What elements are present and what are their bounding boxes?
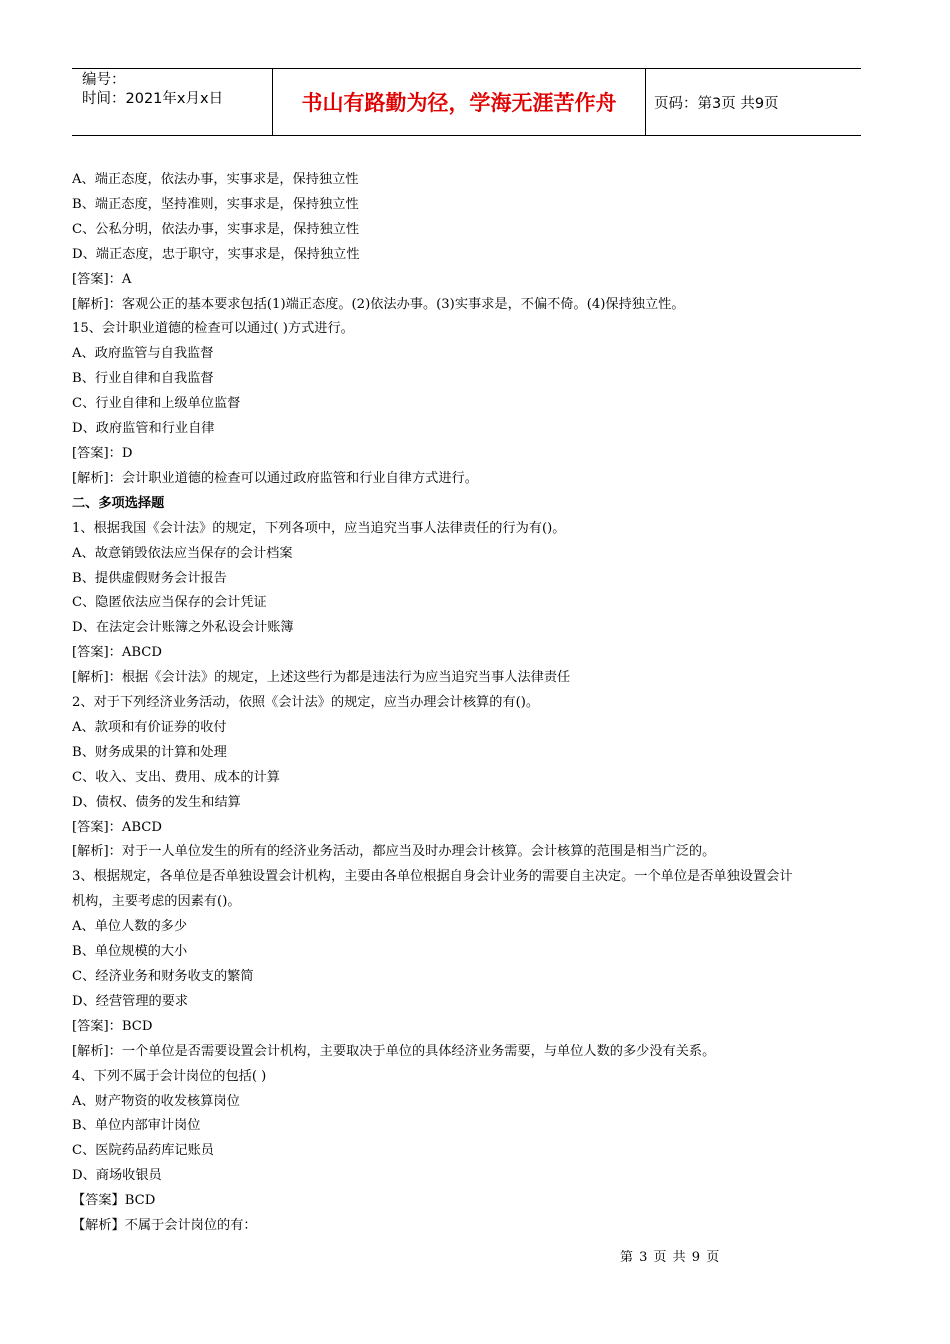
header-page-number: 页码：第3页 共9页 [654,95,779,112]
text-line: C、医院药品药库记账员 [72,1143,214,1159]
text-line: A、财产物资的收发核算岗位 [72,1093,240,1109]
answer-line: [答案]：A [72,271,132,287]
document-body [72,168,872,1239]
text-line: D、经营管理的要求 [72,993,189,1009]
question-line: 1、根据我国《会计法》的规定，下列各项中，应当追究当事人法律责任的行为有()。 [72,520,566,536]
document-date: 时间：2021年x月x日 [82,91,224,107]
question-line: 15、会计职业道德的检查可以通过( )方式进行。 [72,321,354,337]
header-info-cell [72,69,273,135]
question-line: 2、对于下列经济业务活动，依照《会计法》的规定，应当办理会计核算的有()。 [72,695,540,711]
analysis-line: [解析]：客观公正的基本要求包括(1)端正态度。(2)依法办事。(3)实事求是，不偏不倚。(4)保持独立性。 [72,296,685,312]
answer-line: [答案]：D [72,445,133,461]
question-line: 4、下列不属于会计岗位的包括( ) [72,1068,267,1084]
text-line: D、端正态度，忠于职守，实事求是，保持独立性 [72,246,360,262]
text-line: B、提供虚假财务会计报告 [72,570,227,586]
analysis-line: [解析]：对于一人单位发生的所有的经济业务活动，都应当及时办理会计核算。会计核算的范围是相当广泛的。 [72,844,716,860]
answer-line: [答案]：ABCD [72,645,162,661]
text-line: C、行业自律和上级单位监督 [72,396,241,412]
text-line: B、财务成果的计算和处理 [72,744,227,760]
text-line: A、款项和有价证券的收付 [72,719,227,735]
text-line: D、商场收银员 [72,1168,162,1184]
text-line: A、端正态度，依法办事，实事求是，保持独立性 [72,172,359,187]
text-line: C、隐匿依法应当保存的会计凭证 [72,595,267,611]
analysis-line: [解析]：一个单位是否需要设置会计机构，主要取决于单位的具体经济业务需要，与单位人数的多少没有关系。 [72,1043,716,1059]
document-number-label: 编号： [82,72,126,88]
question-line: 3、根据规定，各单位是否单独设置会计机构，主要由各单位根据自身会计业务的需要自主决定。一个单位是否单独设置会计 [72,869,793,885]
analysis-line: [解析]：会计职业道德的检查可以通过政府监管和行业自律方式进行。 [72,470,478,486]
text-line: C、经济业务和财务收支的繁简 [72,969,254,984]
text-line: B、单位规模的大小 [72,944,188,960]
text-line: A、单位人数的多少 [72,919,188,935]
text-line: D、政府监管和行业自律 [72,421,215,437]
text-line: B、行业自律和自我监督 [72,371,214,387]
question-line: 机构，主要考虑的因素有()。 [72,894,241,910]
page-header [72,68,861,136]
text-line: A、政府监管与自我监督 [72,346,214,362]
text-line: B、端正态度，坚持准则，实事求是，保持独立性 [72,196,359,212]
analysis-line: [解析]：根据《会计法》的规定，上述这些行为都是违法行为应当追究当事人法律责任 [72,670,571,686]
analysis-line: 【解析】不属于会计岗位的有： [72,1218,257,1234]
answer-line: [答案]：BCD [72,1018,153,1034]
text-line: C、收入、支出、费用、成本的计算 [72,769,280,785]
header-motto: 书山有路勤为径，学海无涯苦作舟 [273,69,646,135]
text-line: D、在法定会计账簿之外私设会计账簿 [72,620,294,636]
section-heading: 二、多项选择题 [72,495,165,511]
text-line: C、公私分明，依法办事，实事求是，保持独立性 [72,221,360,237]
page-footer: 第 3 页 共 9 页 [620,1250,721,1265]
text-line: A、故意销毁依法应当保存的会计档案 [72,545,293,561]
answer-line: [答案]：ABCD [72,819,162,835]
text-line: B、单位内部审计岗位 [72,1118,201,1134]
answer-line: 【答案】BCD [72,1193,156,1209]
text-line: D、债权、债务的发生和结算 [72,794,241,810]
